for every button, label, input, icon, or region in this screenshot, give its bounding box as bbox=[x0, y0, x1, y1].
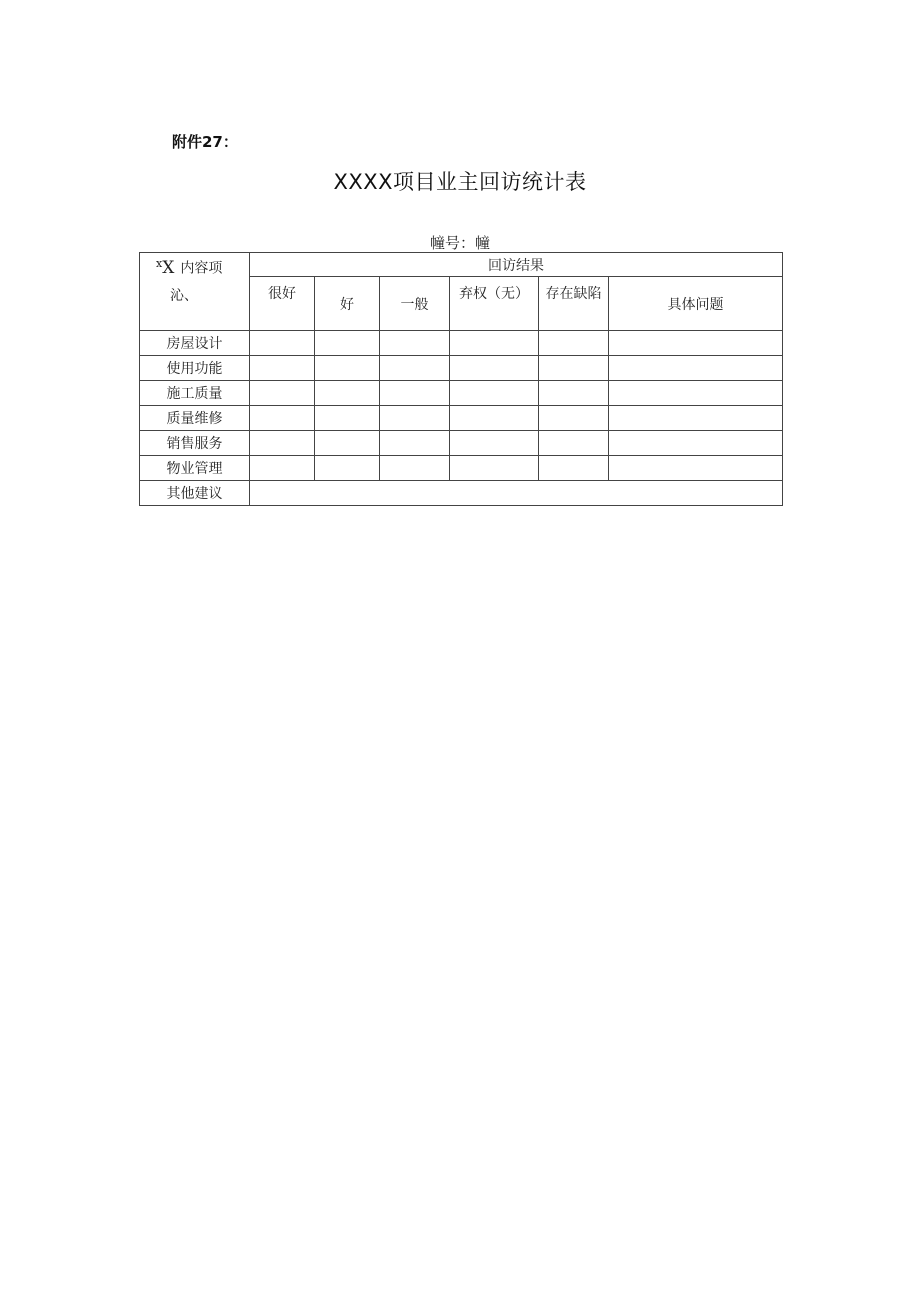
table-row-other-suggestions bbox=[140, 481, 783, 506]
table-cell[interactable] bbox=[380, 456, 450, 481]
row-label: 销售服务 bbox=[140, 431, 250, 456]
building-number-line: 幢号：幢 bbox=[429, 234, 490, 252]
table-cell[interactable] bbox=[539, 456, 609, 481]
col-header-average: 一般 bbox=[380, 277, 450, 331]
table-cell[interactable] bbox=[250, 381, 315, 406]
table-cell[interactable] bbox=[250, 356, 315, 381]
table-cell[interactable] bbox=[450, 406, 539, 431]
row-label: 房屋设计 bbox=[140, 331, 250, 356]
table-cell[interactable] bbox=[380, 406, 450, 431]
col-header-good: 好 bbox=[315, 277, 380, 331]
corner-line2: 沁、 bbox=[170, 288, 198, 304]
table-cell[interactable] bbox=[315, 381, 380, 406]
row-label: 其他建议 bbox=[140, 481, 250, 506]
table-cell[interactable] bbox=[380, 331, 450, 356]
table-cell[interactable] bbox=[539, 331, 609, 356]
table-cell[interactable] bbox=[315, 456, 380, 481]
table-cell[interactable] bbox=[315, 356, 380, 381]
corner-x: X bbox=[162, 257, 175, 278]
table-cell[interactable] bbox=[250, 456, 315, 481]
table-cell[interactable] bbox=[609, 456, 783, 481]
table-cell[interactable] bbox=[539, 381, 609, 406]
table-row bbox=[140, 381, 783, 406]
table-cell[interactable] bbox=[609, 381, 783, 406]
col-header-defects: 存在缺陷 bbox=[539, 277, 609, 331]
table-cell[interactable] bbox=[380, 431, 450, 456]
row-label: 使用功能 bbox=[140, 356, 250, 381]
table-cell[interactable] bbox=[250, 331, 315, 356]
table-cell[interactable] bbox=[250, 431, 315, 456]
col-header-very-good: 很好 bbox=[250, 277, 315, 331]
page-title: XXXX项目业主回访统计表 bbox=[333, 170, 587, 194]
table-cell[interactable] bbox=[380, 356, 450, 381]
table-cell[interactable] bbox=[450, 456, 539, 481]
table-cell[interactable] bbox=[315, 331, 380, 356]
table-row bbox=[140, 406, 783, 431]
table-row bbox=[140, 356, 783, 381]
attachment-label: 附件27： bbox=[172, 133, 238, 151]
table-cell[interactable] bbox=[609, 356, 783, 381]
table-row bbox=[140, 456, 783, 481]
table-cell[interactable] bbox=[380, 381, 450, 406]
table-cell[interactable] bbox=[539, 356, 609, 381]
col-header-abstain: 弃权（无） bbox=[450, 277, 539, 331]
table-cell[interactable] bbox=[609, 406, 783, 431]
table-cell[interactable] bbox=[539, 406, 609, 431]
table-row bbox=[140, 431, 783, 456]
table-cell[interactable] bbox=[450, 331, 539, 356]
corner-header-cell bbox=[140, 253, 250, 331]
row-label: 物业管理 bbox=[140, 456, 250, 481]
table-cell[interactable] bbox=[315, 406, 380, 431]
corner-line1: 内容项 bbox=[180, 260, 223, 277]
table-cell[interactable] bbox=[539, 431, 609, 456]
row-label: 施工质量 bbox=[140, 381, 250, 406]
table-cell[interactable] bbox=[450, 431, 539, 456]
corner-sup: x bbox=[156, 257, 163, 270]
table-cell[interactable] bbox=[609, 431, 783, 456]
table-cell[interactable] bbox=[250, 406, 315, 431]
survey-table bbox=[139, 252, 783, 506]
col-header-specific-issues: 具体问题 bbox=[609, 277, 783, 331]
table-row bbox=[140, 331, 783, 356]
table-cell[interactable] bbox=[450, 356, 539, 381]
table-cell[interactable] bbox=[450, 381, 539, 406]
table-cell[interactable] bbox=[609, 331, 783, 356]
row-label: 质量维修 bbox=[140, 406, 250, 431]
group-header-cell: 回访结果 bbox=[250, 253, 783, 277]
corner-header-top bbox=[156, 257, 222, 278]
suggestions-cell[interactable] bbox=[250, 481, 783, 506]
table-cell[interactable] bbox=[315, 431, 380, 456]
